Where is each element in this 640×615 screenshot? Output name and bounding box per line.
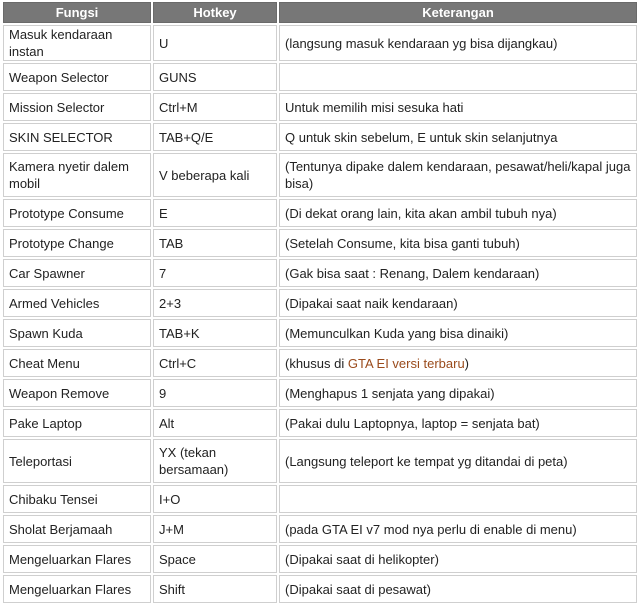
cell-hotkey: U (153, 25, 277, 61)
cell-fungsi: Sholat Berjamaah (3, 515, 151, 543)
cell-keterangan: (Dipakai saat di helikopter) (279, 545, 637, 573)
cell-fungsi: Chibaku Tensei (3, 485, 151, 513)
table-row (3, 379, 637, 407)
table-row (3, 515, 637, 543)
table-row (3, 289, 637, 317)
table-row (3, 259, 637, 287)
keterangan-prefix: (khusus di (285, 355, 348, 371)
cell-keterangan: (Langsung teleport ke tempat yg ditandai di peta) (279, 439, 637, 483)
cell-keterangan: (langsung masuk kendaraan yg bisa dijangkau) (279, 25, 637, 61)
table-header-row (3, 2, 637, 23)
cell-fungsi: Masuk kendaraan instan (3, 25, 151, 61)
cell-keterangan: (Menghapus 1 senjata yang dipakai) (279, 379, 637, 407)
cell-hotkey: TAB+Q/E (153, 123, 277, 151)
table-row (3, 123, 637, 151)
cell-fungsi: Car Spawner (3, 259, 151, 287)
cell-keterangan: Q untuk skin sebelum, E untuk skin selanjutnya (279, 123, 637, 151)
table-row (3, 575, 637, 603)
header-keterangan: Keterangan (279, 2, 637, 23)
cell-keterangan: (Gak bisa saat : Renang, Dalem kendaraan) (279, 259, 637, 287)
cell-keterangan: (Memunculkan Kuda yang bisa dinaiki) (279, 319, 637, 347)
cell-hotkey: J+M (153, 515, 277, 543)
table-row (3, 229, 637, 257)
cell-keterangan: (Tentunya dipake dalem kendaraan, pesawat/heli/kapal juga bisa) (279, 153, 637, 197)
table-row (3, 199, 637, 227)
table-row (3, 485, 637, 513)
cell-hotkey: V beberapa kali (153, 153, 277, 197)
gta-ei-version-link[interactable]: GTA EI versi terbaru (347, 355, 465, 371)
cell-keterangan: (pada GTA EI v7 mod nya perlu di enable di menu) (279, 515, 637, 543)
cell-fungsi: Prototype Change (3, 229, 151, 257)
cell-hotkey: GUNS (153, 63, 277, 91)
cell-keterangan: (Di dekat orang lain, kita akan ambil tubuh nya) (279, 199, 637, 227)
cell-keterangan: (Dipakai saat naik kendaraan) (279, 289, 637, 317)
header-hotkey: Hotkey (153, 2, 277, 23)
cell-fungsi: Mission Selector (3, 93, 151, 121)
cell-hotkey: Shift (153, 575, 277, 603)
cell-hotkey: Ctrl+M (153, 93, 277, 121)
cell-fungsi: Weapon Selector (3, 63, 151, 91)
cell-hotkey: TAB (153, 229, 277, 257)
cell-fungsi: Mengeluarkan Flares (3, 575, 151, 603)
cell-keterangan: Untuk memilih misi sesuka hati (279, 93, 637, 121)
cell-keterangan (279, 349, 637, 377)
keterangan-suffix: ) (464, 355, 470, 371)
cell-keterangan: (Pakai dulu Laptopnya, laptop = senjata bat) (279, 409, 637, 437)
cell-hotkey: TAB+K (153, 319, 277, 347)
cell-fungsi: Kamera nyetir dalem mobil (3, 153, 151, 197)
cell-keterangan (279, 485, 637, 513)
cell-hotkey: 7 (153, 259, 277, 287)
table-row (3, 409, 637, 437)
cell-keterangan: (Dipakai saat di pesawat) (279, 575, 637, 603)
cell-fungsi: Armed Vehicles (3, 289, 151, 317)
cell-hotkey: 2+3 (153, 289, 277, 317)
cell-fungsi: Mengeluarkan Flares (3, 545, 151, 573)
table-row (3, 319, 637, 347)
table-row (3, 153, 637, 197)
cell-hotkey: I+O (153, 485, 277, 513)
header-fungsi: Fungsi (3, 2, 151, 23)
cell-fungsi: Spawn Kuda (3, 319, 151, 347)
cell-hotkey: Alt (153, 409, 277, 437)
cell-fungsi: Teleportasi (3, 439, 151, 483)
cell-fungsi: Prototype Consume (3, 199, 151, 227)
cell-hotkey: E (153, 199, 277, 227)
cell-keterangan: (Setelah Consume, kita bisa ganti tubuh) (279, 229, 637, 257)
cell-fungsi: Cheat Menu (3, 349, 151, 377)
cell-fungsi: SKIN SELECTOR (3, 123, 151, 151)
hotkey-table (1, 0, 639, 605)
cell-hotkey: 9 (153, 379, 277, 407)
table-row (3, 349, 637, 377)
cell-hotkey: Space (153, 545, 277, 573)
cell-hotkey: Ctrl+C (153, 349, 277, 377)
cell-fungsi: Pake Laptop (3, 409, 151, 437)
cell-fungsi: Weapon Remove (3, 379, 151, 407)
cell-hotkey: YX (tekan bersamaan) (153, 439, 277, 483)
table-row (3, 93, 637, 121)
table-row (3, 439, 637, 483)
cell-keterangan (279, 63, 637, 91)
table-row (3, 63, 637, 91)
table-row (3, 545, 637, 573)
table-row (3, 25, 637, 61)
